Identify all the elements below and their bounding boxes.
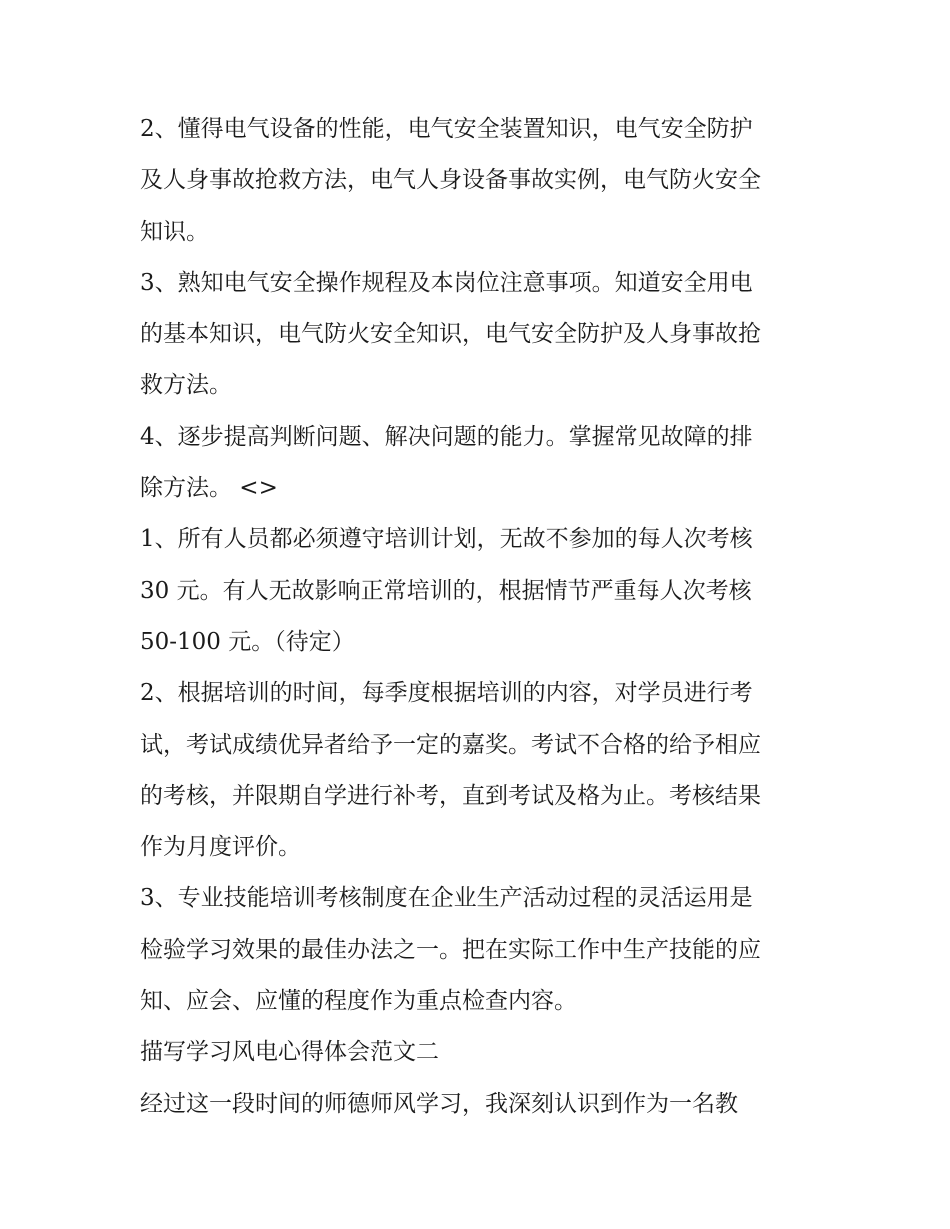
text-line: 2、根据培训的时间，每季度根据培训的内容，对学员进行考 [140, 680, 753, 707]
text-line: 的考核，并限期自学进行补考，直到考试及格为止。考核结果 [140, 782, 761, 809]
document-body [140, 104, 820, 1130]
text-line: 知识。 [140, 218, 209, 245]
text-line: 试，考试成绩优异者给予一定的嘉奖。考试不合格的给予相应 [140, 731, 761, 758]
text-line: 除方法。 <> [140, 475, 278, 502]
text-line: 知、应会、应懂的程度作为重点检查内容。 [140, 988, 577, 1015]
text-line: 50-100 元。（待定） [140, 628, 355, 655]
text-line: 及人身事故抢救方法，电气人身设备事故实例，电气防火安全 [140, 167, 761, 194]
text-line: 的基本知识，电气防火安全知识，电气安全防护及人身事故抢 [140, 321, 761, 348]
text-line: 救方法。 [140, 372, 232, 399]
text-line: 作为月度评价。 [140, 834, 301, 861]
text-line: 经过这一段时间的师德师风学习，我深刻认识到作为一名教 [140, 1090, 738, 1117]
section-heading: 描写学习风电心得体会范文二 [140, 1039, 439, 1066]
text-line: 3、熟知电气安全操作规程及本岗位注意事项。知道安全用电 [140, 269, 753, 296]
text-line: 2、懂得电气设备的性能，电气安全装置知识，电气安全防护 [140, 116, 753, 142]
text-line: 1、所有人员都必须遵守培训计划，无故不参加的每人次考核 [140, 526, 753, 553]
text-line: 30 元。有人无故影响正常培训的，根据情节严重每人次考核 [140, 577, 752, 604]
text-line: 检验学习效果的最佳办法之一。把在实际工作中生产技能的应 [140, 936, 761, 963]
text-line: 4、逐步提高判断问题、解决问题的能力。掌握常见故障的排 [140, 423, 753, 450]
text-line: 3、专业技能培训考核制度在企业生产活动过程的灵活运用是 [140, 885, 753, 912]
